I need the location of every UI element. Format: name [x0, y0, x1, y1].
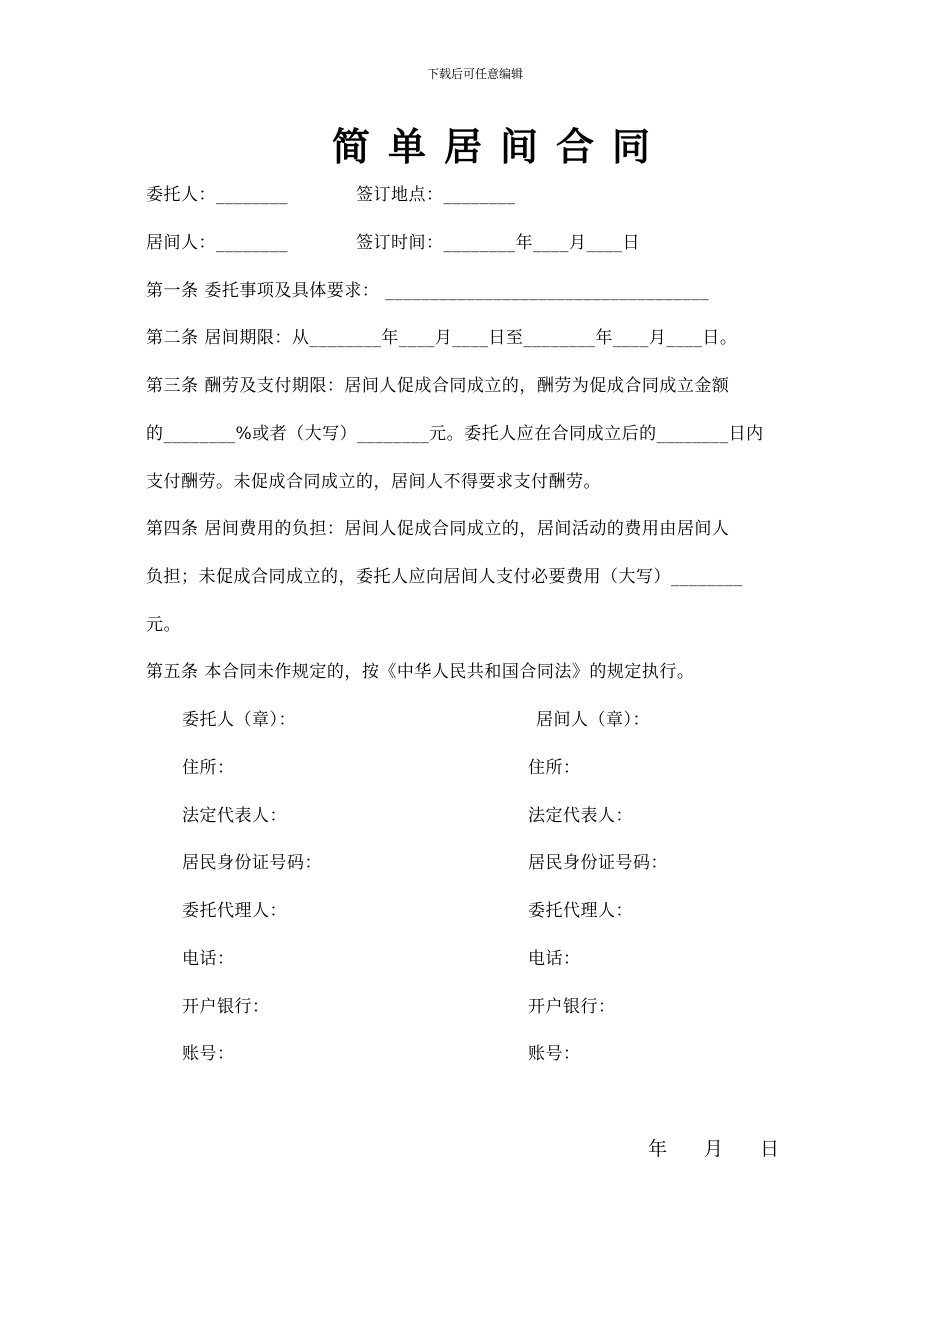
article-4-line-1: 第四条 居间费用的负担：居间人促成合同成立的，居间活动的费用由居间人	[146, 519, 730, 539]
broker-account-label: 账号：	[528, 1044, 581, 1064]
date-month: 月	[704, 1138, 724, 1160]
article-4-line-2: 负担；未促成合同成立的，委托人应向居间人支付必要费用（大写）________	[146, 567, 743, 587]
broker-legal-rep-label: 法定代表人：	[528, 806, 633, 826]
client-seal-label: 委托人（章）：	[182, 710, 296, 730]
date-year: 年	[648, 1138, 668, 1160]
client-legal-rep-label: 法定代表人：	[182, 806, 287, 826]
broker-seal-label: 居间人（章）：	[536, 710, 650, 730]
broker-field: 居间人：________	[146, 233, 288, 253]
header-note: 下载后可任意编辑	[426, 67, 523, 81]
broker-agent-label: 委托代理人：	[528, 901, 633, 921]
broker-phone-label: 电话：	[528, 949, 581, 969]
article-3-line-1: 第三条 酬劳及支付期限：居间人促成合同成立的，酬劳为促成合同成立金额	[146, 376, 730, 396]
article-5: 第五条 本合同未作规定的，按《中华人民共和国合同法》的规定执行。	[146, 662, 695, 682]
client-bank-label: 开户银行：	[182, 997, 270, 1017]
broker-address-label: 住所：	[528, 758, 581, 778]
client-agent-label: 委托代理人：	[182, 901, 287, 921]
broker-bank-label: 开户银行：	[528, 997, 616, 1017]
article-4-line-3: 元。	[146, 615, 181, 635]
client-phone-label: 电话：	[182, 949, 235, 969]
article-3-line-2: 的________%或者（大写）________元。委托人应在合同成立后的________日内	[146, 424, 764, 444]
document-title: 简单居间合同	[331, 124, 668, 169]
article-2: 第二条 居间期限：从________年____月____日至________年____月____日。	[146, 328, 738, 348]
sign-place-field: 签订地点：________	[356, 185, 516, 205]
date-day: 日	[760, 1138, 780, 1160]
client-address-label: 住所：	[182, 758, 235, 778]
sign-time-field: 签订时间：________年____月____日	[356, 233, 640, 253]
client-id-number-label: 居民身份证号码：	[182, 853, 322, 873]
broker-id-number-label: 居民身份证号码：	[528, 853, 668, 873]
client-account-label: 账号：	[182, 1044, 235, 1064]
article-3-line-3: 支付酬劳。未促成合同成立的，居间人不得要求支付酬劳。	[146, 472, 601, 492]
article-1: 第一条 委托事项及具体要求： ____________________________________	[146, 281, 710, 301]
client-field: 委托人：________	[146, 185, 288, 205]
